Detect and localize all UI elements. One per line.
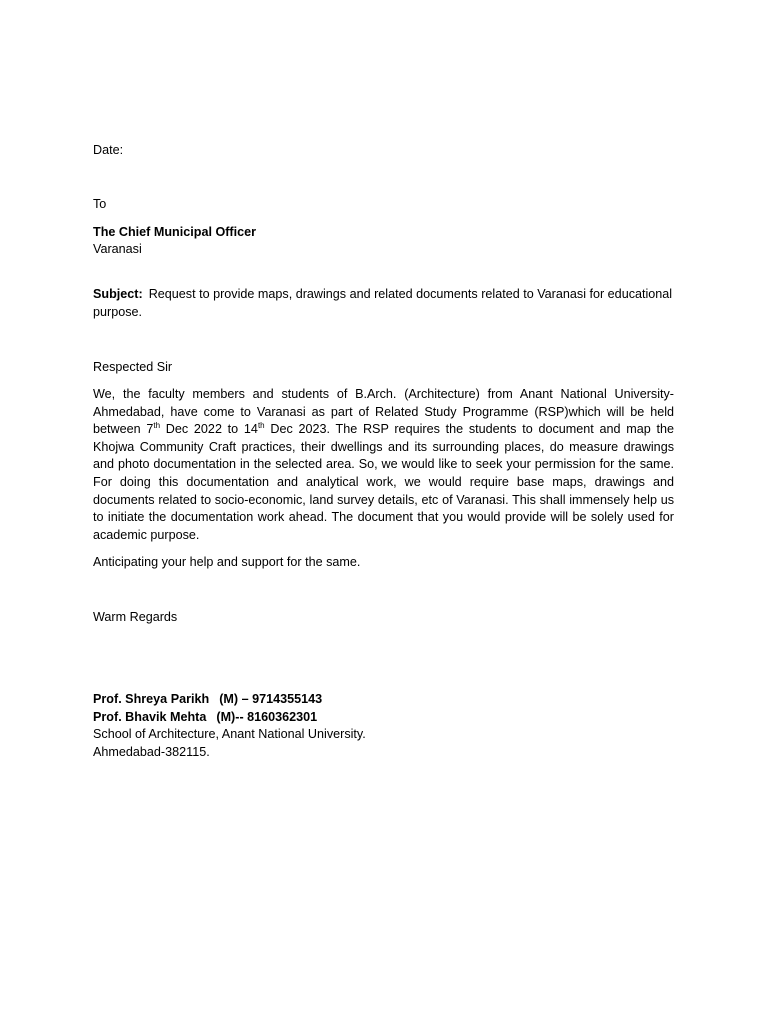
signatory-phone: (M) – 9714355143: [219, 692, 323, 706]
body-text-part-3: Dec 2023. The RSP requires the students to document and map the Khojwa Community Craft practices, their dwellings and its surrounding places, do measure drawings and photo documentation in the selected area. So, we would like to seek your permission for the same. For doing this documentation and analytical work, we would require base maps, drawings and documents related to socio-economic, land survey details, etc of Varanasi. This shall immensely help us to initiate the documentation work ahead. The document that you would provide will be solely used for academic purpose.: [93, 422, 675, 542]
body-paragraph: [93, 386, 674, 544]
signatory-name: Prof. Bhavik Mehta: [93, 710, 207, 724]
school-name: School of Architecture, Anant National University.: [93, 727, 366, 741]
ordinal-suffix: th: [257, 421, 265, 430]
subject-line: [93, 286, 674, 321]
subject-text: Request to provide maps, drawings and related documents related to Varanasi for educational purpose.: [93, 287, 673, 319]
address: Ahmedabad-382115.: [93, 745, 210, 759]
signatory-1: [93, 691, 322, 709]
signatory-2: [93, 709, 317, 727]
subject-label: Subject:: [93, 287, 143, 301]
ordinal-suffix: th: [153, 421, 161, 430]
salutation: Respected Sir: [93, 360, 173, 374]
body-text-part-2: Dec 2022 to 14: [160, 422, 258, 437]
closing-line: Anticipating your help and support for the same.: [93, 555, 361, 569]
recipient-city: Varanasi: [93, 242, 142, 256]
date-label: Date:: [93, 143, 124, 157]
signatory-name: Prof. Shreya Parikh: [93, 692, 210, 706]
body-text-part-1: We, the faculty members and students of B.Arch. (Architecture) from Anant National University-Ahmedabad, have come to Varanasi as part of Related Study Programme (RSP)which will be held between 7: [93, 387, 674, 437]
recipient-title: The Chief Municipal Officer: [93, 225, 257, 239]
regards: Warm Regards: [93, 610, 178, 624]
signatory-phone: (M)-- 8160362301: [216, 710, 318, 724]
to-label: To: [93, 197, 107, 211]
